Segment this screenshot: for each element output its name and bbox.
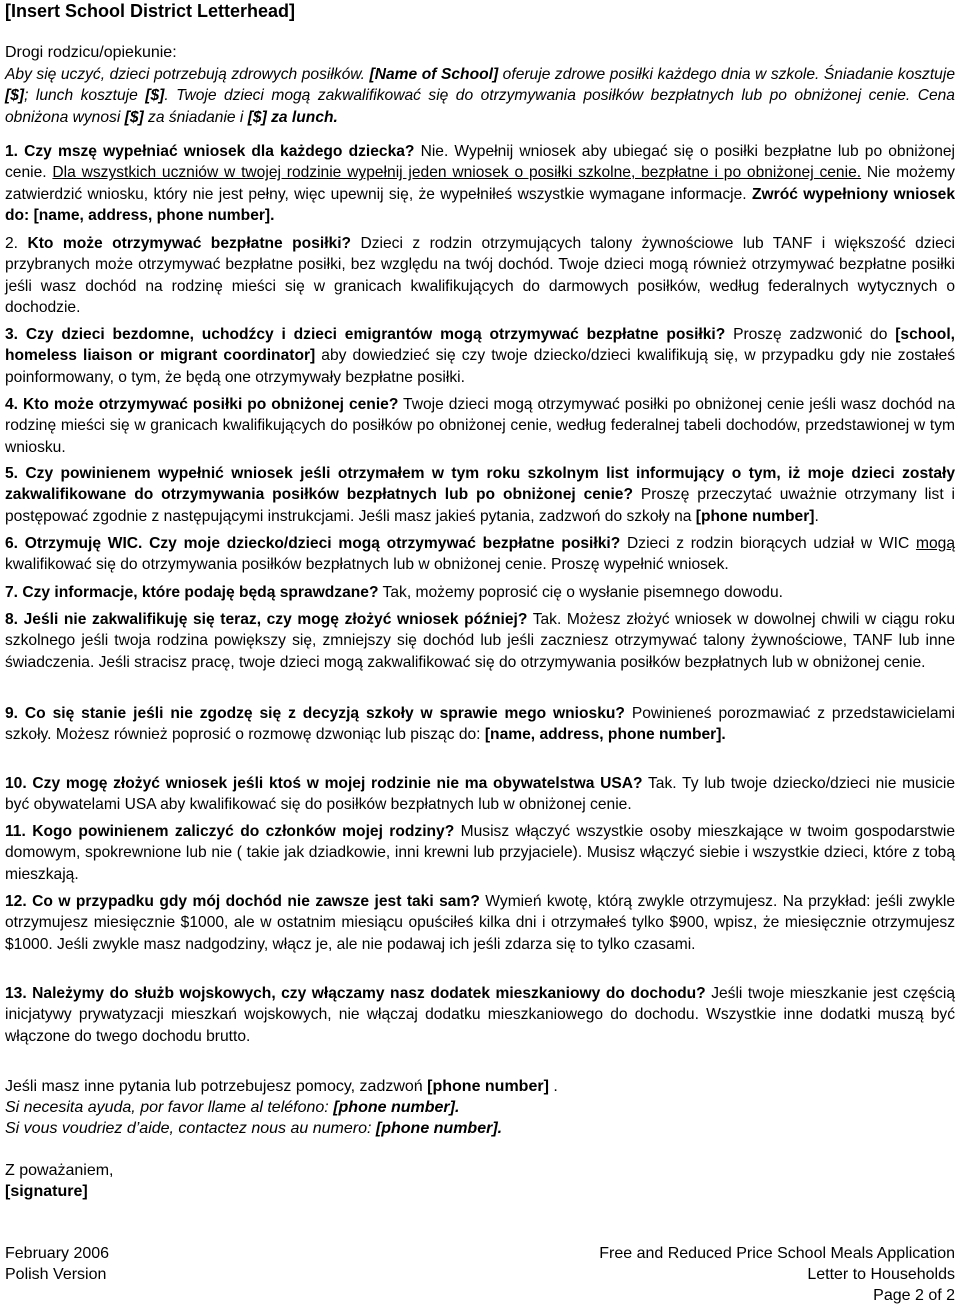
faq-answer: aby dowiedzieć się czy twoje dziecko/dzieci kwalifikują się, w przypadku gdy nie zostałeś poinformowany, o tym, że będą one otrzymywały bezpłatne posiłki. bbox=[5, 347, 955, 386]
faq-item-4 bbox=[5, 394, 955, 458]
faq-question: 4. Kto może otrzymywać posiłki po obniżonej cenie? bbox=[5, 396, 399, 413]
school-name-placeholder: [Name of School] bbox=[369, 66, 499, 83]
footer-right bbox=[599, 1243, 955, 1306]
faq-answer: Proszę zadzwonić do bbox=[725, 326, 896, 343]
faq-item-6 bbox=[5, 533, 955, 576]
footer-title: Free and Reduced Price School Meals Application bbox=[599, 1245, 955, 1262]
faq-question: 11. Kogo powinienem zaliczyć do członków mojej rodziny? bbox=[5, 823, 455, 840]
closing-text: Si vous voudriez d’aide, contactez nous au numero: bbox=[5, 1120, 376, 1137]
faq-item-13 bbox=[5, 983, 955, 1047]
phone-placeholder: [phone number]. bbox=[333, 1099, 460, 1116]
faq-item-12 bbox=[5, 891, 955, 955]
faq-question: 13. Należymy do służb wojskowych, czy włączamy nasz dodatek mieszkaniowy do dochodu? bbox=[5, 985, 706, 1002]
intro-paragraph bbox=[5, 64, 955, 128]
reduced-lunch-price-placeholder: [$] bbox=[247, 108, 267, 126]
faq-item-8 bbox=[5, 609, 955, 673]
breakfast-price-placeholder: [$] bbox=[5, 87, 25, 105]
footer-version: Polish Version bbox=[5, 1266, 107, 1283]
reduced-breakfast-price-placeholder: [$] bbox=[124, 108, 144, 126]
footer-left bbox=[5, 1243, 109, 1285]
closing-polish bbox=[5, 1076, 558, 1097]
faq-number: 2. bbox=[5, 235, 28, 252]
faq-question: 6. Otrzymuję WIC. Czy moje dziecko/dzieci mogą otrzymywać bezpłatne posiłki? bbox=[5, 535, 621, 552]
closing-text: . bbox=[548, 1078, 558, 1095]
footer-subtitle: Letter to Households bbox=[807, 1266, 955, 1283]
greeting: Drogi rodzicu/opiekunie: bbox=[5, 44, 177, 61]
faq-answer-underlined: mogą bbox=[915, 535, 955, 552]
faq-answer: Tak, możemy poprosić cię o wysłanie pisemnego dowodu. bbox=[378, 584, 783, 601]
faq-answer: kwalifikować się do otrzymywania posiłków bezpłatnych lub w obniżonej cenie. Proszę wypełnić wniosek. bbox=[5, 556, 729, 574]
closing-text: Jeśli masz inne pytania lub potrzebujesz pomocy, zadzwoń bbox=[5, 1078, 428, 1095]
faq-item-10 bbox=[5, 773, 955, 816]
lunch-price-placeholder: [$] bbox=[145, 87, 165, 105]
intro-text: . Twoje dzieci mogą zakwalifikować się do otrzymywania posiłków bezpłatnych lub po obniżonej cenie. Cena obniżona wynosi bbox=[5, 87, 955, 126]
faq-answer: Tak. Możesz złożyć wniosek w dowolnej chwili w ciągu roku szkolnego jeśli twoja rodzina powiększy się, zmniejszy się dochód lub jeśli zaczniesz otrzymywać talony żywnościowe, TANF lub inne świadczenia. Jeśli stracisz pracę, twoje dzieci mogą zakwalifikować się do otrzymywania posiłków bezpłatnych lub w obniżonej cenie. bbox=[5, 611, 955, 671]
signature-placeholder: [signature] bbox=[5, 1183, 88, 1200]
intro-text: Aby się uczyć, dzieci potrzebują zdrowych posiłków. bbox=[5, 66, 370, 83]
footer-page-number: Page 2 of 2 bbox=[873, 1287, 955, 1304]
faq-question: 1. Czy mszę wypełniać wniosek dla każdego dziecka? bbox=[5, 143, 415, 160]
faq-item-1 bbox=[5, 141, 955, 227]
phone-placeholder: [phone number] bbox=[427, 1078, 549, 1095]
faq-question: 12. Co w przypadku gdy mój dochód nie zawsze jest taki sam? bbox=[5, 893, 480, 910]
faq-answer: Nie. Wypełnij wniosek aby ubiegać się o posiłki bezpłatne lub po obniżonej cenie. bbox=[5, 143, 956, 182]
faq-answer: Wymień kwotę, którą zwykle otrzymujesz. Na przykład: jeśli zwykle otrzymujesz miesięcznie $1000, ale w ostatnim miesiącu opuściłeś kilka dni i otrzymałeś tylko $900, wpisz, że miesięcznie otrzymujesz $1000. Jeśli zwykle masz nadgodziny, włącz je, ale nie podawaj ich jeśli zdarza się to tylko czasami. bbox=[5, 893, 955, 953]
faq-answer: Tak. Ty lub twoje dziecko/dzieci nie musicie być obywatelami USA aby kwalifikować się do posiłków bezpłatnych lub w obniżonej cenie. bbox=[5, 775, 956, 814]
faq-answer: Proszę przeczytać uważnie otrzymany list i postępować zgodnie z następującymi instrukcjami. Jeśli masz jakieś pytania, zadzwoń do szkoły na bbox=[5, 486, 955, 525]
intro-text: oferuje zdrowe posiłki każdego dnia w szkole. Śniadanie kosztuje bbox=[498, 66, 955, 83]
phone-placeholder: [phone number]. bbox=[375, 1120, 503, 1137]
footer-date: February 2006 bbox=[5, 1245, 110, 1262]
closing-spanish bbox=[5, 1097, 459, 1118]
faq-question: 8. Jeśli nie zakwalifikuję się teraz, czy mogę złożyć wniosek później? bbox=[5, 611, 528, 628]
faq-question: 3. Czy dzieci bezdomne, uchodźcy i dzieci emigrantów mogą otrzymywać bezpłatne posiłki? bbox=[5, 326, 726, 343]
faq-answer: Powinieneś porozmawiać z przedstawicielami szkoły. Możesz również poprosić o rozmowę dzwoniąc lub pisząc do: bbox=[5, 705, 955, 744]
faq-answer: Dzieci z rodzin biorących udział w WIC bbox=[620, 535, 916, 552]
phone-placeholder: [phone number] bbox=[695, 507, 815, 525]
faq-question: Kto może otrzymywać bezpłatne posiłki? bbox=[27, 235, 352, 252]
faq-answer: . bbox=[814, 507, 819, 525]
faq-question: 10. Czy mogę złożyć wniosek jeśli ktoś w mojej rodzinie nie ma obywatelstwa USA? bbox=[5, 775, 643, 792]
faq-question: 7. Czy informacje, które podaję będą sprawdzane? bbox=[5, 584, 379, 601]
faq-answer: Dzieci z rodzin otrzymujących talony żywnościowe lub TANF i większość dzieci przybranych może otrzymywać bezpłatne posiłki, bez względu na twój dochód. Twoje dzieci mogą również otrzymywać bezpłatne posiłki jeśli wasz dochód na rodzinę mieści się w granicach kwalifikujących do darmowych posiłków, według federalnych wytycznych o dochodzie. bbox=[5, 235, 955, 317]
faq-item-3 bbox=[5, 324, 955, 388]
contact-placeholder: [school, homeless liaison or migrant coordinator] bbox=[5, 326, 955, 365]
closing-text: Si necesita ayuda, por favor llame al teléfono: bbox=[5, 1099, 334, 1116]
faq-answer-return-address: Zwróć wypełniony wniosek do: [name, address, phone number]. bbox=[5, 185, 956, 225]
regards: Z poważaniem, bbox=[5, 1162, 114, 1179]
faq-item-7 bbox=[5, 582, 955, 603]
faq-answer-underlined: Dla wszystkich uczniów w twojej rodzinie wypełnij jeden wniosek o posiłki szkolne, bezpłatne i po obniżonej cenie. bbox=[52, 164, 862, 182]
faq-item-5 bbox=[5, 463, 955, 527]
closing-french bbox=[5, 1118, 502, 1139]
faq-answer: Twoje dzieci mogą otrzymywać posiłki po obniżonej cenie jeśli wasz dochód na rodzinę mieści się w granicach kwalifikujących do posiłków po obniżonej cenie, według federalnej tabeli dochodów, przedstawionej w tym wniosku. bbox=[5, 396, 955, 456]
intro-text: ; lunch kosztuje bbox=[24, 87, 146, 105]
intro-text: za śniadanie i bbox=[143, 108, 248, 126]
faq-question: 5. Czy powinienem wypełnić wniosek jeśli otrzymałem w tym roku szkolnym list informujący o tym, iż moje dzieci zostały zakwalifikowane do otrzymywania posiłków bezpłatnych lub po obniżonej cenie? bbox=[5, 465, 955, 504]
faq-item-11 bbox=[5, 821, 955, 885]
contact-placeholder: [name, address, phone number]. bbox=[484, 726, 726, 744]
faq-item-9 bbox=[5, 703, 955, 746]
letterhead-placeholder: [Insert School District Letterhead] bbox=[5, 1, 296, 21]
faq-answer: Nie możemy zatwierdzić wniosku, który nie jest pełny, więc upewnij się, że wypełniłeś wszystkie wymagane informacje. bbox=[5, 164, 955, 203]
faq-item-2 bbox=[5, 233, 955, 319]
faq-question: 9. Co się stanie jeśli nie zgodzę się z decyzją szkoły w sprawie mego wniosku? bbox=[5, 705, 625, 722]
faq-answer: Musisz włączyć wszystkie osoby mieszkające w twoim gospodarstwie domowym, spokrewnione lub nie ( takie jak dziadkowie, inni krewni lub przyjaciele). Musisz włączyć siebie i wszystkie dzieci, które z tobą mieszkają. bbox=[5, 823, 955, 883]
faq-answer: Jeśli twoje mieszkanie jest częścią inicjatywy prywatyzacji mieszkań wojskowych, nie włączaj dodatku mieszkaniowego do dochodu. Wszystkie inne dodatki muszą być włączone do twego dochodu brutto. bbox=[5, 985, 955, 1045]
intro-text: za lunch. bbox=[266, 108, 338, 126]
